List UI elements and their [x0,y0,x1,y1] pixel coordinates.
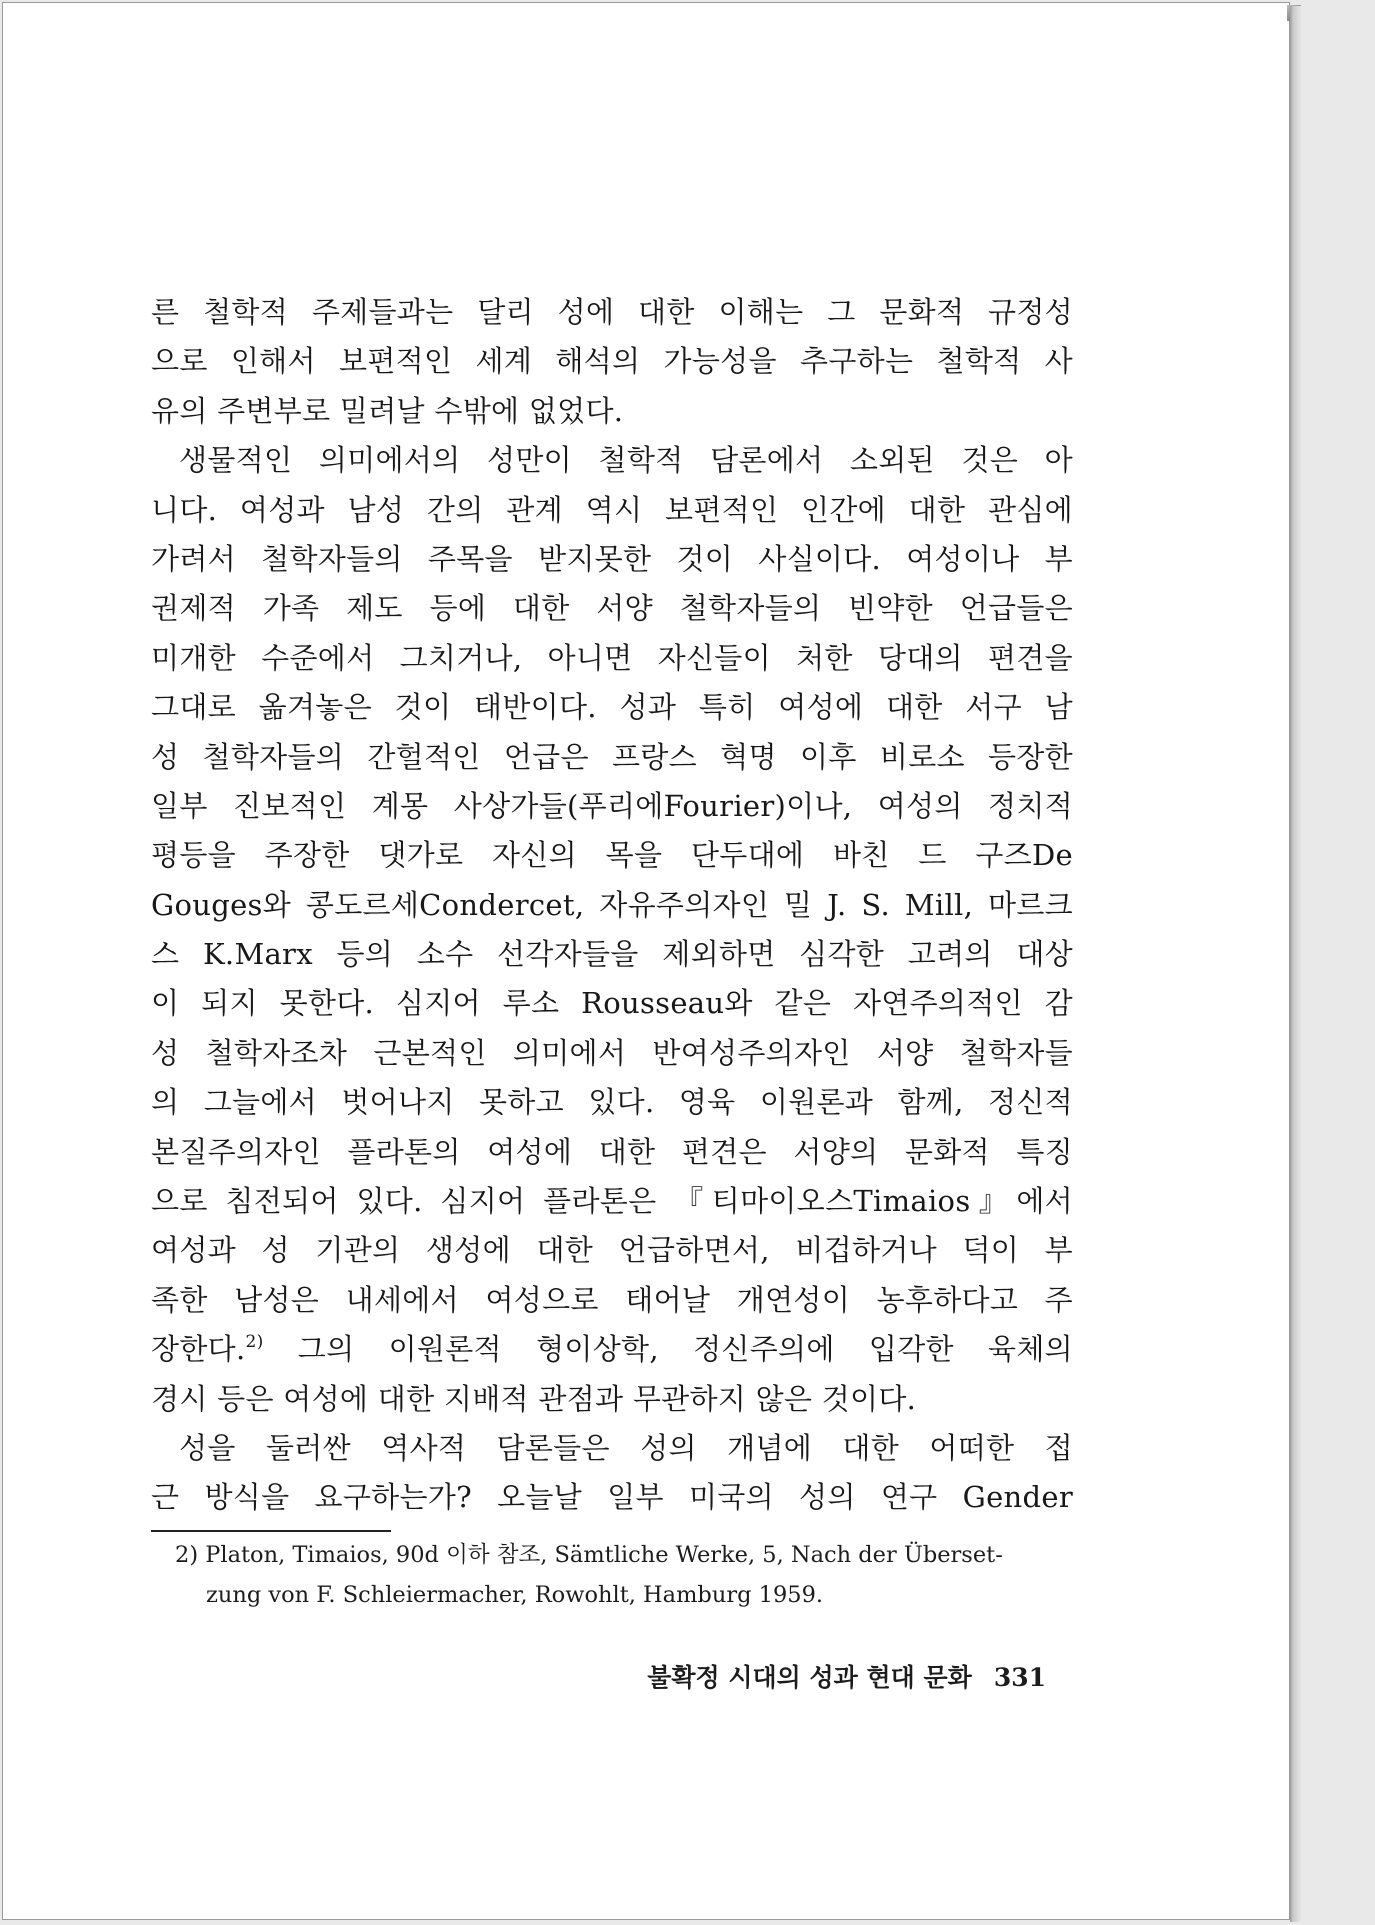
text-line-22-rest: 그의 이원론적 형이상학, 정신주의에 입각한 육체의 [263,1332,1073,1367]
text-line-19: 으로 침전되어 있다. 심지어 플라톤은 『티마이오스Timaios』에서 [151,1184,1073,1219]
footnote-marker: 2) [175,1542,199,1568]
text-line-13: Gouges와 콩도르세Condercet, 자유주의자인 밀 J. S. Mill, 마르크 [151,887,1073,922]
text-line-24: 성을 둘러싼 역사적 담론들은 성의 개념에 대한 어떠한 접 [179,1430,1073,1465]
page-number: 331 [993,1663,1046,1692]
text-line-18: 본질주의자인 플라톤의 여성에 대한 편견은 서양의 문화적 특징 [151,1134,1073,1169]
footnote-reference[interactable]: 2) [245,1331,264,1352]
text-line-17: 의 그늘에서 벗어나지 못하고 있다. 영육 이원론과 함께, 정신적 [151,1085,1073,1120]
text-line-25: 근 방식을 요구하는가? 오늘날 일부 미국의 성의 연구 Gender [151,1480,1073,1515]
text-line-11: 일부 진보적인 계몽 사상가들(푸리에Fourier)이나, 여성의 정치적 [151,788,1073,823]
text-line-5: 니다. 여성과 남성 간의 관계 역시 보편적인 인간에 대한 관심에 [151,492,1073,527]
text-line-14: 스 K.Marx 등의 소수 선각자들을 제외하면 심각한 고려의 대상 [151,937,1073,972]
page-edge-shadow [1290,6,1302,1922]
text-line-8: 미개한 수준에서 그치거나, 아니면 자신들이 처한 당대의 편견을 [151,640,1073,675]
footnote-divider [151,1530,391,1532]
footnote-text-1: Platon, Timaios, 90d 이하 참조, Sämtliche Werke, 5, Nach der Überset- [205,1542,1003,1568]
footnote [175,1535,1075,1615]
text-line-1: 른 철학적 주제들과는 달리 성에 대한 이해는 그 문화적 규정성 [151,295,1073,329]
text-line-22 [151,1325,1073,1374]
footnote-line-1 [175,1535,1075,1575]
text-line-16: 성 철학자조차 근본적인 의미에서 반여성주의자인 서양 철학자들 [151,1035,1073,1070]
main-text-block [151,288,1073,1523]
text-line-20: 여성과 성 기관의 생성에 대한 언급하면서, 비겁하거나 덕이 부 [151,1233,1073,1268]
text-line-12: 평등을 주장한 댓가로 자신의 목을 단두대에 바친 드 구즈De [151,838,1073,873]
text-line-4: 생물적인 의미에서의 성만이 철학적 담론에서 소외된 것은 아 [179,443,1073,478]
text-line-9: 그대로 옮겨놓은 것이 태반이다. 성과 특히 여성에 대한 서구 남 [151,690,1073,725]
text-line-15: 이 되지 못한다. 심지어 루소 Rousseau와 같은 자연주의적인 감 [151,986,1073,1021]
running-footer [603,1658,1046,1694]
text-line-23: 경시 등은 여성에 대한 지배적 관점과 무관하지 않은 것이다. [151,1381,917,1416]
running-footer-title: 불확정 시대의 성과 현대 문화 [647,1663,972,1692]
text-line-6: 가려서 철학자들의 주목을 받지못한 것이 사실이다. 여성이나 부 [151,541,1073,576]
text-line-10: 성 철학자들의 간헐적인 언급은 프랑스 혁명 이후 비로소 등장한 [151,739,1073,774]
text-line-2: 으로 인해서 보편적인 세계 해석의 가능성을 추구하는 철학적 사 [151,344,1073,379]
book-page [2,2,1290,1920]
text-line-3: 유의 주변부로 밀려날 수밖에 없었다. [151,393,624,428]
text-line-22-start: 장한다. [151,1332,246,1367]
text-line-7: 권제적 가족 제도 등에 대한 서양 철학자들의 빈약한 언급들은 [151,591,1073,626]
footnote-line-2: zung von F. Schleiermacher, Rowohlt, Hamburg 1959. [206,1582,824,1608]
text-line-21: 족한 남성은 내세에서 여성으로 태어날 개연성이 농후하다고 주 [151,1282,1073,1317]
